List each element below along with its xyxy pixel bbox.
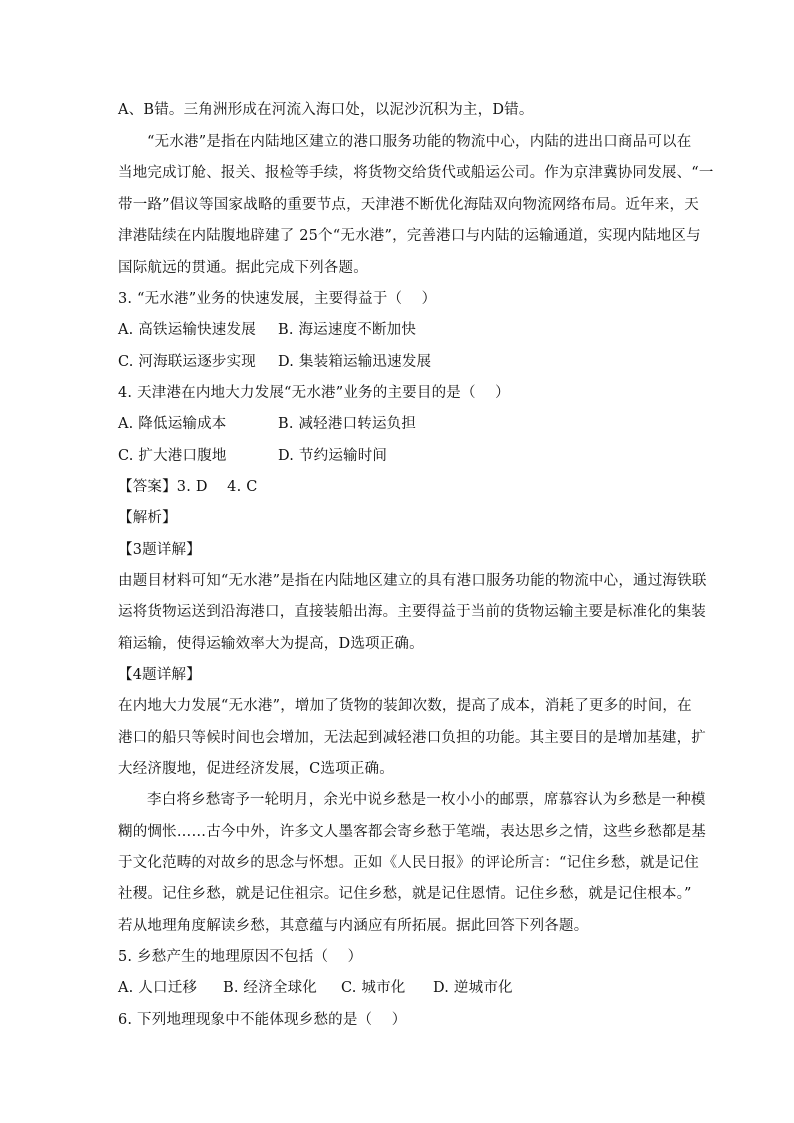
option-5b: B. 经济全球化 (223, 980, 317, 996)
question-3: 3. “无水港”业务的快速发展，主要得益于（ ） (118, 291, 437, 307)
option-5c: C. 城市化 (341, 980, 406, 996)
question-4-options-row-2 (118, 446, 678, 466)
detail-4-heading: 【4题详解】 (118, 667, 201, 683)
option-4b: B. 减轻港口转运负担 (278, 416, 417, 432)
prev-explanation-line: A、B错。三角洲形成在河流入海口处，以泥沙沉积为主，D错。 (118, 102, 534, 118)
passage-2-line-2: 糊的惆怅……古今中外，许多文人墨客都会寄乡愁于笔端，表达思乡之情，这些乡愁都是基 (118, 824, 706, 840)
passage-1-line-3: 带一路”倡议等国家战略的重要节点，天津港不断优化海陆双向物流网络布局。近年来，天 (118, 197, 699, 213)
passage-2-line-4: 社稷。记住乡愁，就是记住祖宗。记住乡愁，就是记住恩情。记住乡愁，就是记住根本。” (118, 886, 692, 902)
passage-2-line-5: 若从地理角度解读乡愁，其意蕴与内涵应有所拓展。据此回答下列各题。 (118, 918, 589, 934)
question-6: 6. 下列地理现象中不能体现乡愁的是（ ） (118, 1012, 407, 1028)
answer-line: 【答案】3. D 4. C (118, 479, 258, 495)
passage-1-line-4: 津港陆续在内陆腹地辟建了 25个“无水港”，完善港口与内陆的运输通道，实现内陆地区与 (118, 228, 701, 244)
passage-1-line-2: 当地完成订舱、报关、报检等手续，将货物交给货代或船运公司。作为京津冀协同发展、“一 (118, 165, 714, 181)
question-4: 4. 天津港在内地大力发展“无水港”业务的主要目的是（ ） (118, 385, 510, 401)
option-5d: D. 逆城市化 (433, 980, 513, 996)
detail-3-line-2: 运将货物运送到沿海港口，直接装船出海。主要得益于当前的货物运输主要是标准化的集装 (118, 604, 706, 620)
question-5-options (118, 978, 678, 998)
option-4c: C. 扩大港口腹地 (118, 448, 227, 464)
detail-4-line-2: 港口的船只等候时间也会增加，无法起到减轻港口负担的功能。其主要目的是增加基建，扩 (118, 730, 706, 746)
option-4d: D. 节约运输时间 (278, 448, 388, 464)
option-5a: A. 人口迁移 (118, 980, 198, 996)
question-3-options-row-1 (118, 320, 678, 340)
passage-1-line-5: 国际航远的贯通。据此完成下列各题。 (118, 260, 368, 276)
detail-3-line-3: 箱运输，使得运输效率大为提高，D选项正确。 (118, 636, 424, 652)
option-4a: A. 降低运输成本 (118, 416, 227, 432)
detail-4-line-3: 大经济腹地，促进经济发展，C选项正确。 (118, 761, 394, 777)
detail-3-line-1: 由题目材料可知“无水港”是指在内陆地区建立的具有港口服务功能的物流中心，通过海铁联 (118, 573, 707, 589)
question-4-options-row-1 (118, 414, 678, 434)
detail-4-line-1: 在内地大力发展“无水港”，增加了货物的装卸次数，提高了成本，消耗了更多的时间，在 (118, 698, 692, 714)
detail-3-heading: 【3题详解】 (118, 542, 201, 558)
option-3a: A. 高铁运输快速发展 (118, 322, 256, 338)
question-5: 5. 乡愁产生的地理原因不包括（ ） (118, 949, 363, 965)
option-3b: B. 海运速度不断加快 (278, 322, 417, 338)
question-3-options-row-2 (118, 352, 678, 372)
passage-2-line-1: 李白将乡愁寄予一轮明月，余光中说乡愁是一枚小小的邮票，席慕容认为乡愁是一种模 (147, 792, 706, 808)
passage-1-line-1: “无水港”是指在内陆地区建立的港口服务功能的物流中心，内陆的进出口商品可以在 (147, 134, 692, 150)
option-3c: C. 河海联运逐步实现 (118, 354, 256, 370)
analysis-heading: 【解析】 (118, 510, 177, 526)
option-3d: D. 集装箱运输迅速发展 (278, 354, 432, 370)
passage-2-line-3: 于文化范畴的对故乡的思念与怀想。正如《人民日报》的评论所言：“记住乡愁，就是记住 (118, 855, 699, 871)
